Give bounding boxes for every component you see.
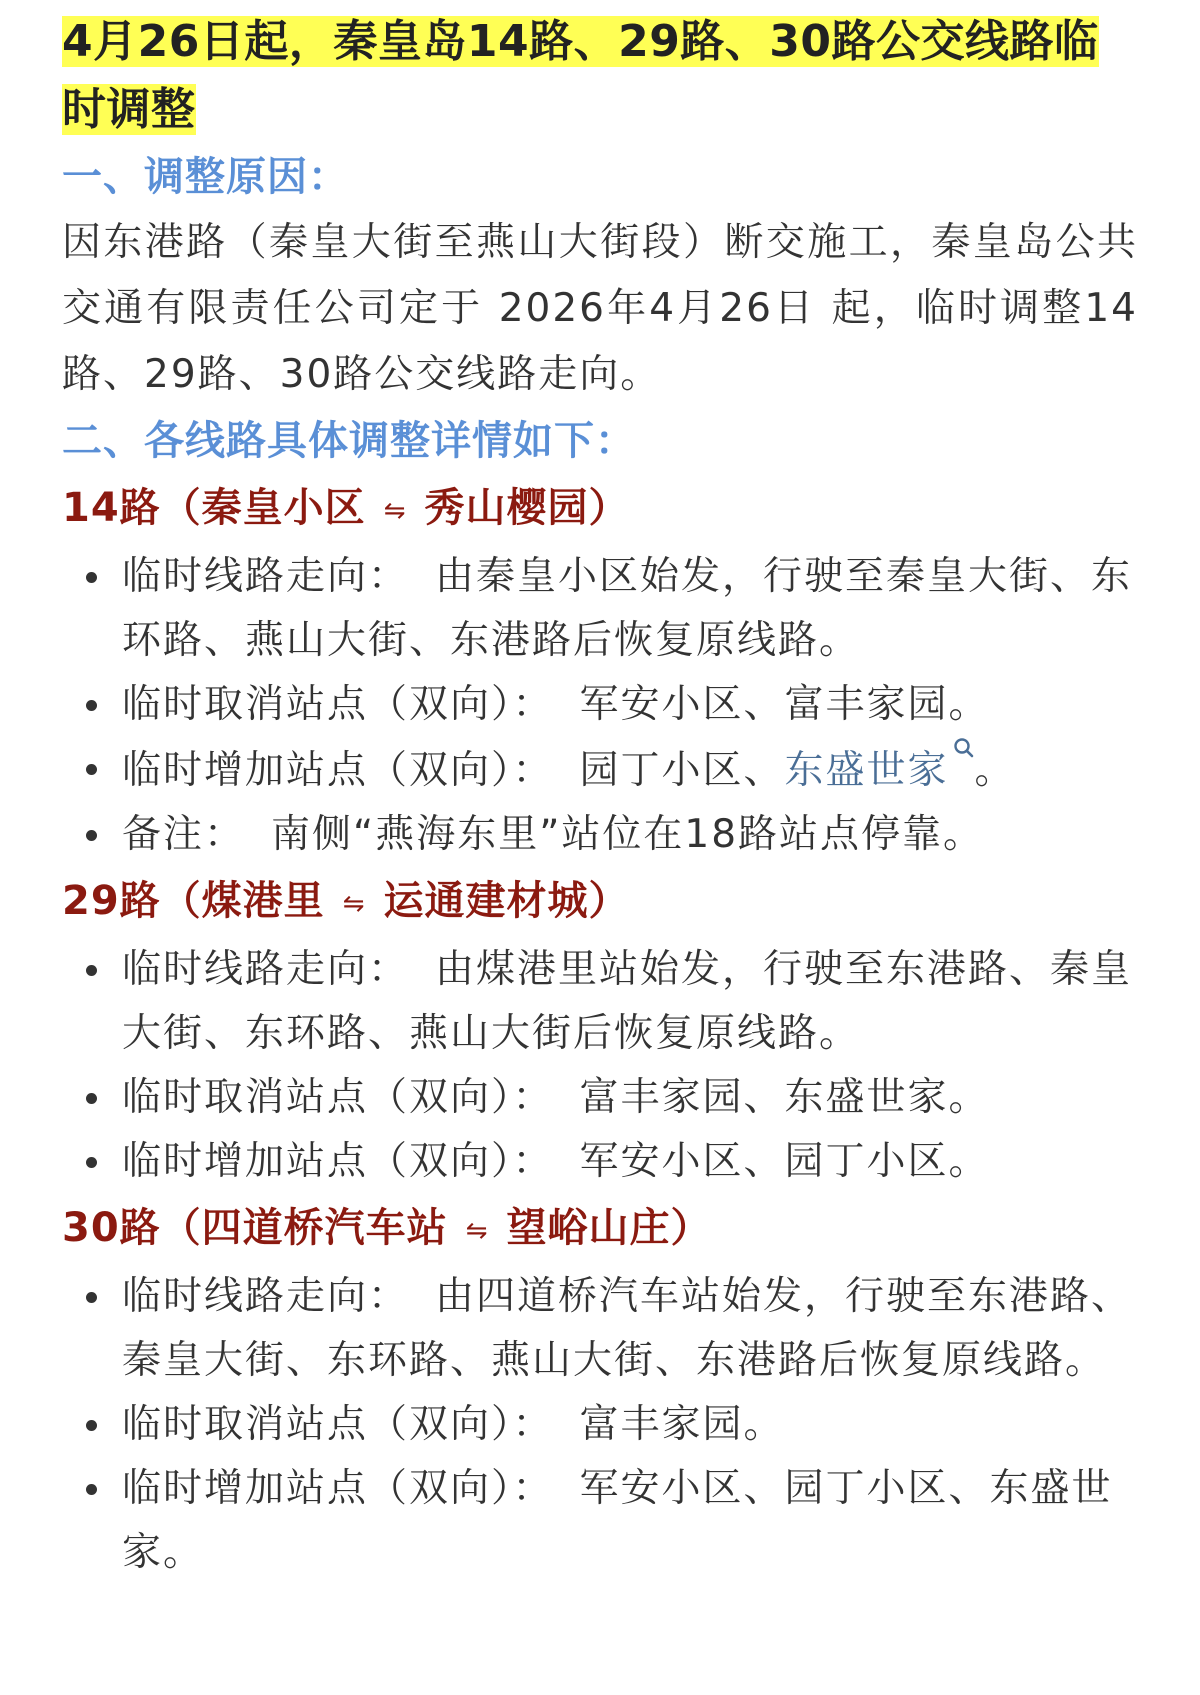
article-title-text: 4月26日起，秦皇岛14路、29路、30路公交线路临时调整 xyxy=(62,16,1099,135)
article-title xyxy=(62,0,1138,144)
search-icon[interactable] xyxy=(953,737,975,763)
bullet-icon xyxy=(86,1292,97,1303)
bidirectional-arrow-icon: ⇋ xyxy=(383,496,407,526)
section-heading-reason: 一、调整原因： xyxy=(62,154,349,200)
route-name: 30路（四道桥汽车站 xyxy=(62,1205,448,1251)
item-label: 备注： xyxy=(122,812,246,857)
list-item xyxy=(62,1130,1138,1194)
route-end: 秀山樱园） xyxy=(424,485,630,531)
list-item xyxy=(62,1265,1138,1393)
list-item xyxy=(62,1457,1138,1585)
bullet-icon xyxy=(86,830,97,841)
route-name: 29路（煤港里 xyxy=(62,878,325,924)
item-value: 军安小区、园丁小区。 xyxy=(579,1139,990,1184)
bidirectional-arrow-icon: ⇋ xyxy=(342,889,366,919)
item-label: 临时增加站点（双向）： xyxy=(122,748,554,793)
route-end: 运通建材城） xyxy=(383,878,630,924)
route-block-14 xyxy=(62,474,1138,867)
list-item xyxy=(62,1066,1138,1130)
list-item xyxy=(62,938,1138,1066)
item-value: 军安小区、园丁小区、东盛世家。 xyxy=(122,1466,1113,1575)
item-value: 军安小区、富丰家园。 xyxy=(579,682,990,727)
item-label: 临时线路走向： xyxy=(122,554,410,599)
list-item xyxy=(62,1393,1138,1457)
item-value: 由四道桥汽车站始发，行驶至东港路、秦皇大街、东环路、燕山大街、东港路后恢复原线路。 xyxy=(122,1274,1133,1383)
bullet-icon xyxy=(86,700,97,711)
item-value: 园丁小区、 xyxy=(579,748,785,793)
bullet-icon xyxy=(86,764,97,775)
route-end: 望峪山庄） xyxy=(506,1205,712,1251)
route-items-30 xyxy=(62,1265,1138,1585)
bullet-icon xyxy=(86,572,97,583)
item-value: 由煤港里站始发，行驶至东港路、秦皇大街、东环路、燕山大街后恢复原线路。 xyxy=(122,947,1133,1056)
item-value: 南侧“燕海东里”站位在18路站点停靠。 xyxy=(271,812,985,857)
bidirectional-arrow-icon: ⇋ xyxy=(465,1216,489,1246)
route-items-29 xyxy=(62,938,1138,1194)
route-heading-29 xyxy=(62,867,1138,938)
item-value-end: 。 xyxy=(974,748,1016,793)
bullet-icon xyxy=(86,965,97,976)
route-heading-30 xyxy=(62,1194,1138,1265)
list-item xyxy=(62,545,1138,673)
bullet-icon xyxy=(86,1157,97,1168)
bullet-icon xyxy=(86,1093,97,1104)
stop-search-link[interactable]: 东盛世家 xyxy=(784,748,949,793)
route-name: 14路（秦皇小区 xyxy=(62,485,366,531)
bullet-icon xyxy=(86,1484,97,1495)
reason-paragraph: 因东港路（秦皇大街至燕山大街段）断交施工，秦皇岛公共交通有限责任公司定于 2026年4月26日 起，临时调整14路、29路、30路公交线路走向。 xyxy=(62,220,1138,397)
list-item xyxy=(62,737,1138,803)
item-label: 临时增加站点（双向）： xyxy=(122,1139,554,1184)
item-label: 临时线路走向： xyxy=(122,947,410,992)
route-heading-14 xyxy=(62,474,1138,545)
list-item xyxy=(62,673,1138,737)
item-label: 临时取消站点（双向）： xyxy=(122,682,554,727)
list-item xyxy=(62,803,1138,867)
item-label: 临时线路走向： xyxy=(122,1274,410,1319)
section-heading-details: 二、各线路具体调整详情如下： xyxy=(62,418,636,464)
item-label: 临时增加站点（双向）： xyxy=(122,1466,554,1511)
route-items-14 xyxy=(62,545,1138,867)
route-block-29 xyxy=(62,867,1138,1194)
bullet-icon xyxy=(86,1420,97,1431)
item-value: 由秦皇小区始发，行驶至秦皇大街、东环路、燕山大街、东港路后恢复原线路。 xyxy=(122,554,1133,663)
item-value: 富丰家园。 xyxy=(579,1402,785,1447)
route-block-30 xyxy=(62,1194,1138,1585)
item-value: 富丰家园、东盛世家。 xyxy=(579,1075,990,1120)
item-label: 临时取消站点（双向）： xyxy=(122,1402,554,1447)
item-label: 临时取消站点（双向）： xyxy=(122,1075,554,1120)
